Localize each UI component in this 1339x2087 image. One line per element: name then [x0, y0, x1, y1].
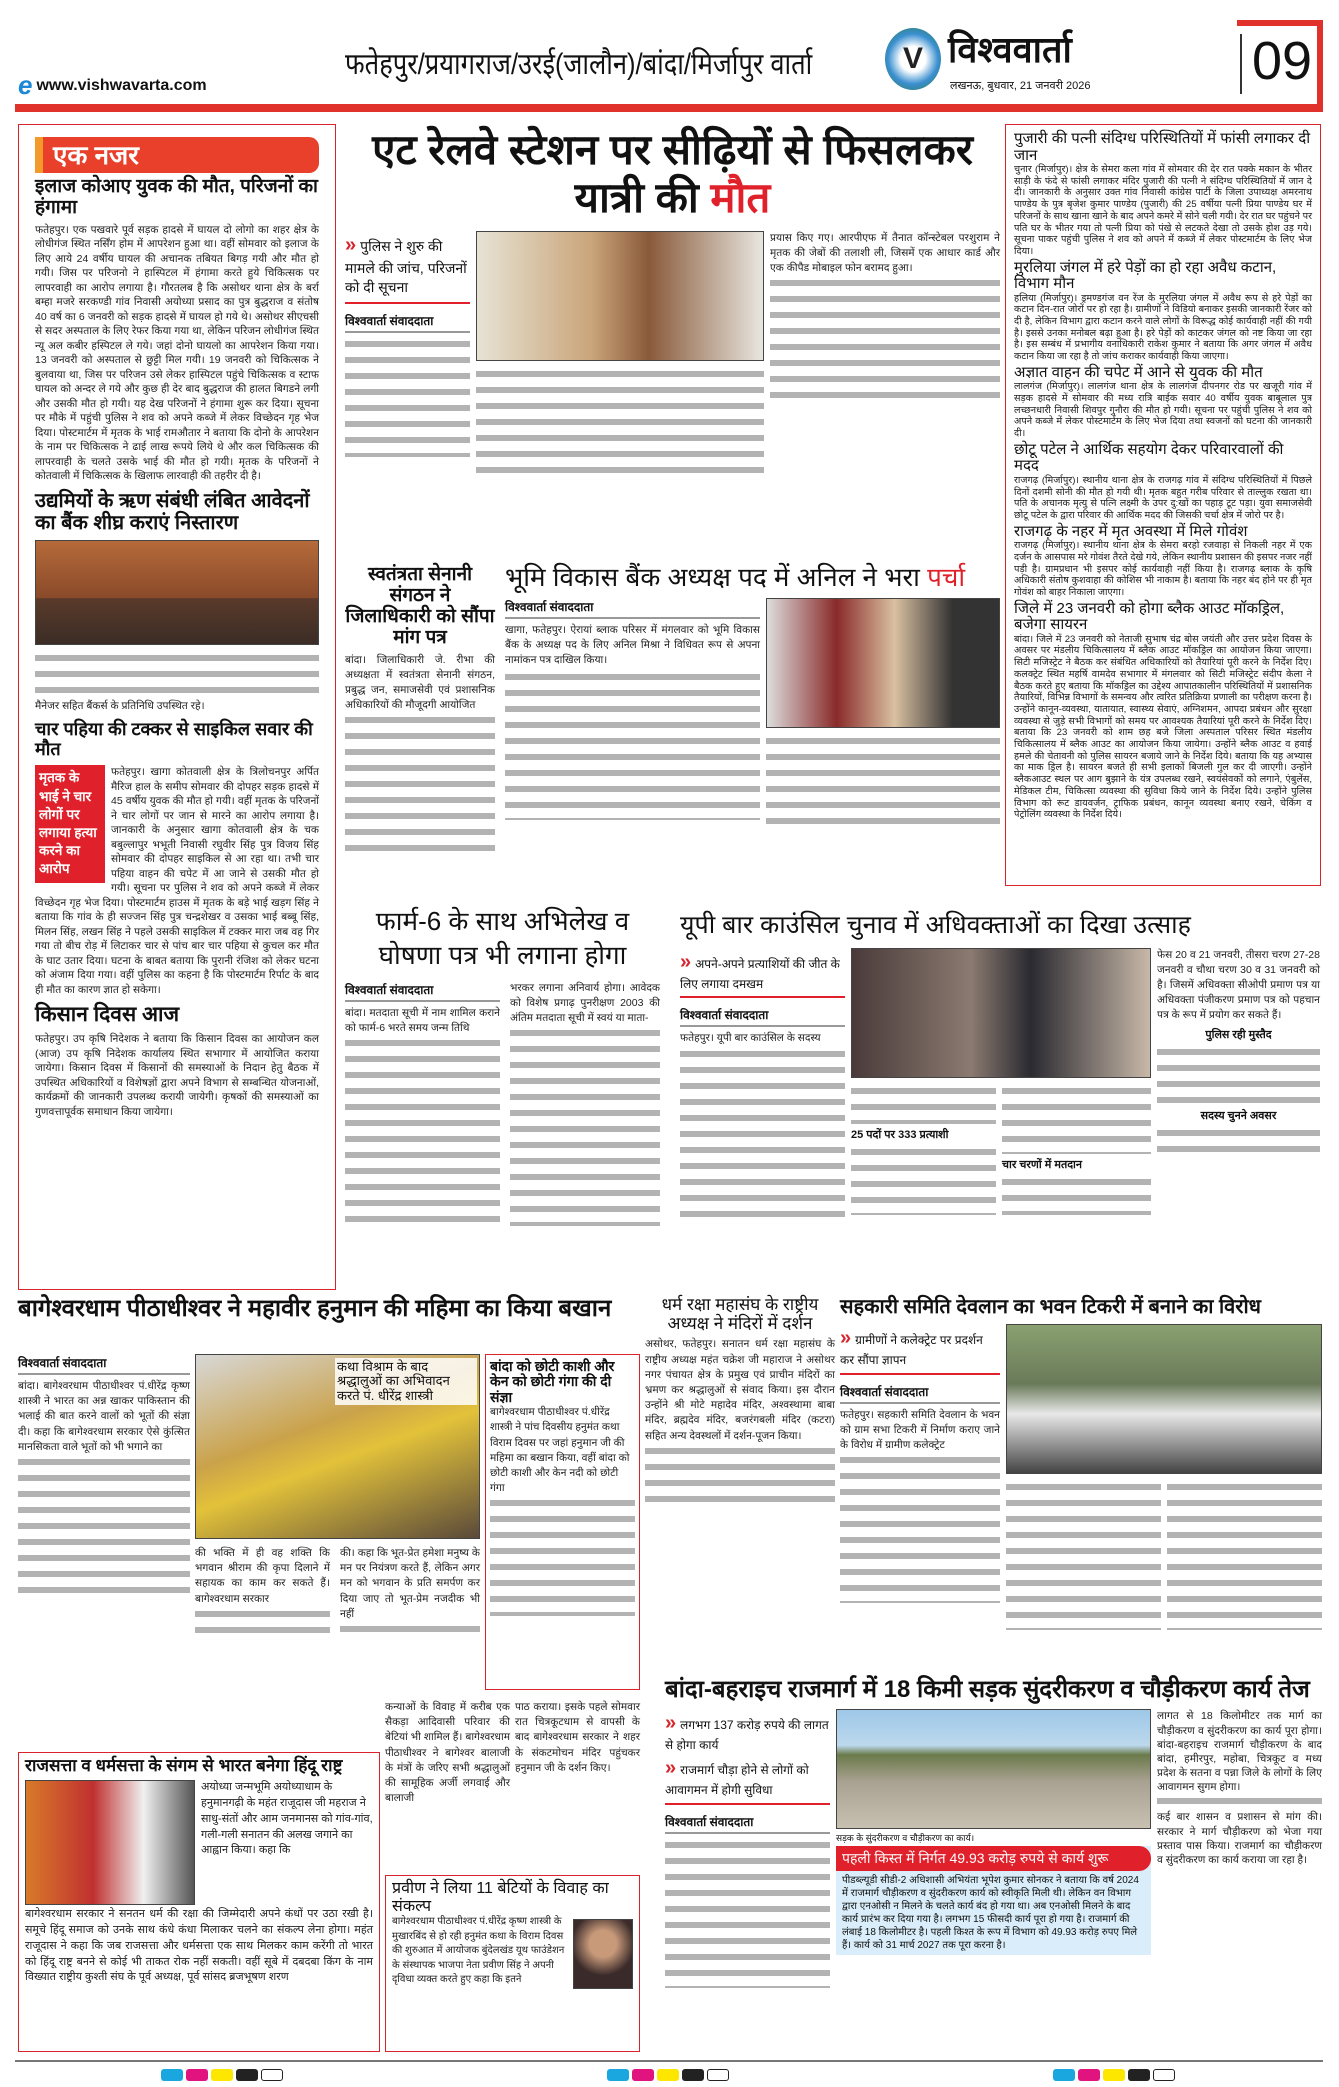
box-title: बांदा को छोटी काशी और केन को छोटी गंगा की दी संज्ञा — [490, 1358, 615, 1405]
byline: विश्ववार्ता संवाददाता — [665, 1813, 830, 1834]
article-body-text — [345, 1036, 500, 1226]
article-body: कन्याओं के विवाह में करीब एक सैकड़ा आदिवासी परिवार की बेटियां भी शामिल हैं। बागेश्वरधाम पीठाधीश्वर ने बागेश्वर बालाजी के मंत्रों के जरिए सभी श्रद्धालुओं की सामूहिक अर्जी लगवाई और बालाजी — [385, 1701, 510, 1805]
article-body: हलिया (मिर्जापुर)। ड्रमण्डगंज वन रेंज के मुरलिया जंगल में अवैध रूप से हरे पेड़ों का कटान दिन-रात जोरों पर हो रहा है। ग्रामीणों ने विडियो बनाकर इसकी जानकारी रेंजर को दी है, लेकिन विभाग द्वारा कटान करने वाले लोगों के विरूद्ध कोई कार्यवाही नहीं की गयी है। इससे उनका मनोबल बढ़ा हुआ है। हरे पेड़ों को काटकर जंगल को नष्ट किया जा रहा है। इस सम्बंध में प्रभागीय वनाधिकारी राकेश कुमार ने बताया कि अगर जंगल में अवैध कटान किया जा रहा है तो जांच कराकर कार्यवाही किया जाएगा। — [1014, 292, 1312, 363]
article-title: छोटू पटेल ने आर्थिक सहयोग देकर परिवारवालों की मदद — [1014, 440, 1284, 475]
lead-body-text — [345, 337, 470, 457]
article-title: धर्म रक्षा महासंघ के राष्ट्रीय अध्यक्ष ने मंदिरों में दर्शन — [661, 1295, 819, 1333]
article-body-text — [340, 1622, 480, 1638]
box-body-text — [490, 1496, 635, 1616]
article-title: सहकारी समिति देवलान का भवन टिकरी में बनाने का विरोध — [840, 1296, 1261, 1318]
article-body-text — [851, 1145, 996, 1215]
article-body-text — [840, 1453, 1000, 1603]
ek-nazar-label: एक नजर — [35, 137, 319, 173]
article-body: खागा, फतेहपुर। ऐरायां ब्लाक परिसर में मंगलवार को भूमि विकास बैंक के अध्यक्ष पद के लिए अनिल मिश्रा ने विधिवत रूप से अपना नामांकन पत्र दाखिल किया। — [505, 623, 760, 667]
article-title: पुजारी की पत्नी संदिग्ध परिस्थितियों में फांसी लगाकर दी जान — [1014, 130, 1311, 164]
article-body: भरकर लगाना अनिवार्य होगा। आवेदक को विशेष प्रगाढ़ पुनरीक्षण 2003 की अंतिम मतदाता सूची में स्वयं या माता- — [510, 981, 660, 1025]
subhead: सदस्य चुनने अवसर — [1200, 1109, 1277, 1122]
subhead: पुलिस रही मुस्तैद — [1205, 1028, 1272, 1041]
road-story — [665, 1677, 1322, 1988]
article-title: मुरलिया जंगल में हरे पेड़ों का हो रहा अवैध कटान, विभाग मौन — [1014, 258, 1277, 293]
article-body-text — [766, 734, 1000, 834]
article-title: बांदा-बहराइच राजमार्ग में 18 किमी सड़क सुंदरीकरण व चौड़ीकरण कार्य तेज — [665, 1676, 1310, 1703]
article-body: राजगढ़ (मिर्जापुर)। स्थानीय थाना क्षेत्र के सेमरा बरहो रजवाहा से निकली नहर में एक दर्जन के आसपास मरे गोवंश तैरते देखे गये, लेकिन स्थानीय प्रशासन की इसपर नजर नहीं पड़ी है। ग्रामप्रधान भी इसपर कोई कार्यवाही नहीं किया है। राजगढ़ ब्लाक के कृषि अधिकारी संतोष कुशवाहा की कोशिस भी नाकाम है। बताया कि नहर बंद होने पर ही मृत गोवंश को बाहर निकाला जाएगा। — [1014, 540, 1312, 598]
article-body: बांदा। जिलाधिकारी जे. रीभा की अध्यक्षता में स्वतंत्रता सेनानी संगठन, प्रबुद्ध जन, समाजसेवी एवं प्रशासनिक अधिकारियों की मौजूदगी आयोजित — [345, 653, 495, 712]
article-body-text — [645, 1444, 835, 1504]
road-bullets: » लगभग 137 करोड़ रुपये की लागत से होगा कार्य » राजमार्ग चौड़ा होने से लोगों को आवागमन में होगी सुविधा विश्ववार्ता संवाददाता — [665, 1709, 830, 1988]
browser-e-icon: e — [18, 70, 33, 100]
lead-bullet: » पुलिस ने शुरु की मामले की जांच, परिजनों को दी सूचना — [345, 233, 467, 296]
article-title: राजगढ़ के नहर में मृत अवस्था में मिले गोवंश — [1014, 522, 1248, 540]
article-body: फतेहपुर। उप कृषि निदेशक ने बताया कि किसान दिवस का आयोजन कल (आज) उप कृषि निदेशक कार्यालय स्थित सभागार में आयोजित कराया जायेगा। किसान दिवस में किसानों की समस्याओं के निदान हेतु बैठक में उपस्थित अधिकारियों व विशेषज्ञों द्वारा अपने विभाग से सम्बन्धित योजनाओं, कार्यक्रमों की जानकारी उपलब्ध करायी जायेगी। कृषकों की समस्याओं का गुणवत्तापूर्वक समाधान किया जायेगा। — [35, 1033, 319, 1118]
article-title: फार्म-6 के साथ अभिलेख व घोषणा पत्र भी लगाना होगा — [375, 906, 630, 970]
website-url[interactable]: e www.vishwavarta.com — [18, 70, 207, 100]
article-body: चुनार (मिर्जापुर)। क्षेत्र के सेमरा कला गांव में सोमवार की देर रात पक्के मकान के भीतर साड़ी के फंदे से फांसी लगाकर मंदिर पुजारी की पत्नी ने संदिग्ध परिस्थितियों में जान दे दी। जानकारी के अनुसार उक्त गांव निवासी कांग्रेस पार्टी के जिला उपाध्यक्ष अमरनाथ पाण्डेय के पुत्र बृजेश कुमार पाण्डेय (पुजारी) की 25 वर्षीया पत्नी प्रिया पाण्डेय घर में परिजनों के साथ खाना खाने के बाद अपने कमरे में सोने चली गयी। देर रात घर पहुंचने पर पति घर के भीतर गया तो पत्नी प्रिया को पंखे से लटकते देखा तो उसके होश उड़ गये। सूचना पाकर पहुंची पुलिस ने शव को अपने में कब्जे में लेकर पोस्टमार्टम के लिए भेज दिया। — [1014, 164, 1312, 257]
praveen-singh-photo — [573, 1919, 633, 1989]
sidebar-box — [485, 1354, 640, 1690]
lead-body-text — [476, 367, 764, 477]
article-body-text — [851, 1084, 996, 1124]
article-title: उद्यमियों के ऋण संबंधी लंबित आवेदनों का बैंक शीघ्र कराएं निस्तारण — [35, 489, 310, 534]
byline: विश्ववार्ता संवाददाता — [680, 1006, 845, 1027]
page-number: 09 — [1252, 31, 1313, 91]
article-body-text — [1006, 1480, 1161, 1630]
article-title: किसान दिवस आज — [35, 1003, 180, 1027]
article-body: बांदा। मतदाता सूची में नाम शामिल कराने को फार्म-6 भरते समय जन्म तिथि — [345, 1006, 500, 1034]
article-body: की भक्ति में ही वह शक्ति कि भगवान श्रीराम की कृपा दिलाने में सहायक का काम कर सकते हैं। बागेश्वरधाम सरकार — [195, 1547, 330, 1605]
villagers-protest-photo — [1006, 1324, 1322, 1474]
article-body: बागेश्वरधाम पीठाधीश्वर पं.धीरेंद्र कृष्ण शास्त्री के मुखारबिंद से हो रही हनुमंत कथा के विराम दिवस की शुरुआत में आयोजक बुंदेलखंड यूथ फाउंडेशन के संस्थापक भाजपा नेता प्रवीण सिंह ने अपनी दृविधा व्यक्त करते हुए कहा कि इतने — [392, 1916, 565, 1986]
article-title: प्रवीण ने लिया 11 बेटियों के विवाह का संकल्प — [392, 1880, 609, 1915]
edition-title: फतेहपुर/प्रयागराज/उरई(जालौन)/बांदा/मिर्जापुर वार्ता — [345, 48, 813, 81]
paper-name: विश्ववार्ता — [948, 29, 1072, 70]
article-title: बागेश्वरधाम पीठाधीश्वर ने महावीर हनुमान की महिमा का किया बखान — [18, 1295, 612, 1322]
dateline: लखनऊ, बुधवार, 21 जनवरी 2026 — [950, 80, 1091, 92]
article-title: यूपी बार काउंसिल चुनाव में अधिवक्ताओं का दिखा उत्साह — [680, 911, 1191, 939]
box-body: पीडब्ल्यूडी सीडी-2 अधिशासी अभियंता भूपेश कुमार सोनकर ने बताया कि वर्ष 2024 में राजमार्ग चौड़ीकरण व सुंदरीकरण कार्य को स्वीकृति मिली थी। लेकिन वन विभाग द्वारा एनओसी न मिलने के चलते कार्य बंद हो गया था। अब एनओसी मिलने के बाद कार्य प्रारंभ कर दिया गया है। लगभग 15 फीसदी कार्य पूरा हो गया है। राजमार्ग की लंबाई 18 किलोमीटर है। पहली किश्त के रूप में विभाग को 49.93 करोड़ रुपए मिले हैं। कार्य को 31 मार्च 2027 तक पूरा करना है। — [842, 1875, 1139, 1952]
article-body-text — [35, 651, 319, 699]
article-body-text — [1167, 1480, 1322, 1630]
article-body: फतेहपुर। यूपी बार काउंसिल के सदस्य — [680, 1032, 821, 1045]
lead-story — [345, 126, 1000, 477]
print-registration-marks — [0, 2068, 1339, 2086]
dharm-story — [645, 1296, 835, 1504]
article-body-text — [345, 713, 495, 853]
byline: विश्ववार्ता संवाददाता — [505, 598, 760, 619]
article-body-text — [665, 1838, 830, 1988]
bar-council-election-photo — [851, 948, 1151, 1078]
article-body: अयोध्या जन्मभूमि अयोध्याधाम के हनुमानगढ़ी के महंत राजूदास जी महराज ने साधु-संतों और आम जनमानस को गांव-गांव, गली-गली सनातन की अलख जगाने का आह्वान किया। कहा कि — [201, 1780, 373, 1857]
photo-caption: कथा विश्राम के बाद श्रद्धालुओं का अभिवादन करते पं. धीरेंद्र शास्त्री — [335, 1358, 477, 1405]
article-body-text — [1157, 1126, 1320, 1156]
upbar-bullet: » अपने-अपने प्रत्याशियों की जीत के लिए लगाया दमखम — [680, 950, 840, 991]
article-body: लागत से 18 किलोमीटर तक मार्ग का चौड़ीकरण व सुंदरीकरण का कार्य पूरा होगा। बांदा-बहराइच राजमार्ग चौड़ीकरण के बाद बांदा, हमीरपुर, महोबा, चित्रकूट व मध्य प्रदेश के सतना व पन्ना जिले के लोगों के लिए आवागमन सुगम होगा। — [1157, 1710, 1322, 1794]
color-registration-mark-icon — [161, 2068, 286, 2086]
article-body-text — [680, 1047, 845, 1217]
box-body: बागेश्वरधाम पीठाधीश्वर पं.धीरेंद्र शास्त्री ने पांच दिवसीय हनुमंत कथा विराम दिवस पर जहां हनुमान जी की महिमा का बखान किया, वहीं बांदा को छोटी काशी और केन नदी को छोटी गंगा — [490, 1406, 630, 1495]
color-registration-mark-icon — [607, 2068, 732, 2086]
article-body: फेस 20 व 21 जनवरी, तीसरा चरण 27-28 जनवरी व चौथा चरण 30 व 31 जनवरी को है। जिसमें अधिवक्ता सीओपी प्रमाण पत्र या अधिवक्ता पंजीकरण प्रमाण पत्र को पहचान पत्र के रूप में प्रयोग कर सकते हैं। — [1157, 948, 1320, 1022]
header-rule — [15, 104, 1323, 112]
article-body: पाठ कराया। इसके पहले सोमवार रात चित्रकूटधाम से वापसी के बाद बागेश्वरधाम सरकार ने शहर के संकटमोचन मंदिर पहुंचकर हनुमान जी के दर्शन किए। — [515, 1701, 640, 1774]
sahkari-story — [840, 1296, 1322, 1630]
upbar-story — [680, 912, 1320, 1217]
right-column — [1005, 124, 1321, 886]
lead-body-right: प्रयास किए गए। आरपीएफ में तैनात कॉन्स्टेबल परशुराम ने मृतक की जेबों की तलाशी ली, जिसमें एक आधार कार्ड और एक कीपैड मोबाइल फोन बरामद हुआ। — [770, 231, 1000, 275]
swatantrata-story — [345, 565, 495, 853]
sahkari-bullet: » ग्रामीणों ने कलेक्ट्रेट पर प्रदर्शन कर सौंपा ज्ञापन — [840, 1327, 983, 1367]
article-body-text — [510, 1026, 660, 1226]
railway-station-photo — [476, 231, 764, 361]
bhoomi-story — [505, 563, 1000, 834]
road-widening-photo — [836, 1709, 1151, 1829]
article-title: जिले में 23 जनवरी को होगा ब्लैक आउट मॉकड्रिल, बजेगा सायरन — [1014, 599, 1285, 634]
article-body-tail: मैनेजर सहित बैंकर्स के प्रतिनिधि उपस्थित रहे। — [35, 699, 205, 712]
article-title: इलाज कोआए युवक की मौत, परिजनों का हंगामा — [35, 176, 318, 218]
article-body-text — [1157, 1045, 1320, 1105]
article-body: फतेहपुर। एक पखवारे पूर्व सड़क हादसे में घायल दो लोगो का शहर क्षेत्र के लोधीगंज स्थित नर्सिंग होम में आपरेशन हुआ था। वहीं सोमवार को इलाज के लिए आये 24 वर्षीय घायल की अचानक तबियत बिगड़ गयी और मौत हो गयी। जिस पर परिजनो ने हास्पिटल में हंगामा करते हुये चिकित्सक पर लापरवाही का आरोप लगाया है। गौरतलब है कि असोथर थाना क्षेत्र के बर्रा बम्हा मजरे सरकण्डी गांव निवासी अयोध्या प्रसाद का पुत्र बुद्धराज व संतोष 40 वर्ष का 6 जनवरी को सड़क हादसे में घायल हो गये थे। असोथर सीएचसी से सदर अस्पताल के लिए रेफर किया गया था, लेकिन परिजन लोधीगंज स्थित न्यू अल कबीर हस्पिटल ले गये। जहां दोनो घायलो का आपरेशन किया गया। 13 जनवरी को अस्पताल से छुट्टी मिल गयी। 19 जनवरी को चिकित्सक ने बुलवाया था, जिस पर परिजन उसे लेकर हास्पिटल पहुंचे चिकित्सक व स्टाफ घायल को अन्दर ले गये और कुछ ही देर बाद बुद्धराज की हालत बिगडने लगी और उसकी मौत हो गयी। यह देख परिजनों ने हंगामा शुरू कर दिया। सूचना पर मौके में पहुंची पुलिस ने शव को अपने कब्जे में लेकर विच्छेदन गृह भेज दिया। पोस्टमार्टम में मृतक के भाई रामऔतार ने बताया कि दोनो के आपरेशन के नाम पर चिकित्सक ने ढाई लाख रूपये लिये थे और कल चिकित्सक की लापरवाही के चलते उसके भाई की मौत हो गयी। मृतक के परिजनों ने कोतवाली में चिकित्सक के खिलाफ लारवाही की तहरीर दी है। — [35, 223, 319, 483]
article-title: राजसत्ता व धर्मसत्ता के संगम से भारत बनेगा हिंदू राष्ट्र — [25, 1756, 343, 1775]
article-body-text — [1002, 1175, 1151, 1215]
article-body-text — [1157, 1794, 1322, 1810]
byline: विश्ववार्ता संवाददाता — [18, 1354, 190, 1375]
info-box — [836, 1846, 1151, 1955]
left-column — [18, 124, 336, 1290]
article-body: कई बार शासन व प्रशासन से मांग की। सरकार ने मार्ग चौड़ीकरण को भेजा गया प्रस्ताव पास किया। राजमार्ग का चौड़ीकरण व सुंदरीकरण का कार्य कराया जा रहा है। — [1157, 1811, 1322, 1866]
lead-body-text — [770, 276, 1000, 406]
lead-headline: एट रेलवे स्टेशन पर सीढ़ियों से फिसलकर यात्री की मौत — [372, 126, 973, 222]
article-body: बांदा। जिले में 23 जनवरी को नेताजी सुभाष चंद्र बोस जयंती और उत्तर प्रदेश दिवस के अवसर पर मंडलीय चिकित्सालय में ब्लैक आउट मॉकड्रिल का आयोजन किया जाएगा। सिटी मजिस्ट्रेट ने बैठक कर संबंधित अधिकारियों को तैयारियां पूरी करने के निर्देश दिए। कलक्ट्रेट स्थित महर्षि वामदेव सभागार में मंगलवार को सिटी मजिस्ट्रेट संदीप केला ने बैठक करते हुए बताया कि मॉकड्रिल का उद्देश्य आपातकालीन परिस्थितियों में प्रशासनिक तैयारियों, विभिन्न विभागों के समन्वय और त्वरित प्रतिक्रिया प्रणाली का परीक्षण करना है। उन्होंने कानून-व्यवस्था, यातायात, स्वास्थ्य सेवाएं, अग्निशमन, आपदा प्रबंधन और सुरक्षा व्यवस्था से जुड़े सभी विभागों को समय पर आवश्यक तैयारियां पूरी करने के निर्देश दिए। बताया कि 23 जनवरी को शाम छह बजे जिला अस्पताल परिसर स्थित मंडलीय चिकित्सालय में ब्लैक आउट का आयोजन किया जायेगा। उन्होंने ब्लैक आउट व हवाई हमले की चेतावनी को पुलिस सायरन बजाये जाने के निर्देश दिये। बताया कि यह अभ्यास का माक ड्रिल है। सायरन बजते ही सभी इलाकों बिजली गुल कर दी जाएगी। उन्होंने ब्लैकआउट स्थल पर आग बुझाने के यंत्र उपलब्ध रखने, स्वयंसेवकों को लगाने, एंबुलेंस, मेडिकल टीम, चिकित्सा व्यवस्था की सुविधा किये जाने के निर्देश दिये। उन्होंने पुलिस विभाग को रूट डायवर्जन, ट्राफिक प्रबंधन, कानून व्यवस्था बनाए रखने, चेकिंग व पेट्रोलिंग व्यवस्था के निर्देश दिये। — [1014, 633, 1312, 821]
article-body: फतेहपुर। खागा कोतवाली क्षेत्र के त्रिलोचनपुर अर्पित मैरिज हाल के समीप सोमवार की दोपहर सड़क हादसे में 45 वर्षीय युवक की मौत हो गयी। वहीं मृतक के परिजनों ने चार लोगों पर जान से मारने का आरोप लगाया है। जानकारी के अनुसार खागा कोतवाली क्षेत्र के चक बबुल्लापुर भभूती निवासी रघुवीर सिंह पुत्र विजय सिंह सोमवार की दोपहर साइकिल से आ रहा था। तभी चार पहिया वाहन की चपेट में आ जाने से उसकी मौत हो गयी। सूचना पर पुलिस ने शव को अपने कब्जे में लेकर विच्छेदन गृह भेज दिया। पोस्टमार्टम हाउस में मृतक के बड़े भाई खड़ग सिंह ने बताया कि गांव के ही सज्जन सिंह पुत्र चन्द्रशेखर व उसका भाई बब्बू सिंह, मिलन सिंह, लखन सिंह ने पहले उसकी साइकिल में टक्कर मारा जब वह गिर गया तो बीच रोड़ में लिटाकर चार से पांच बार चार पहिया से कुचल कर मौत के घाट उतार दिया। घटना के बाबत बताया कि पुरानी रंजिश को लेकर घटना को अंजाम दिया गया। वहीं पुलिस का कहना है कि पोस्टमार्टम रिर्पाट के बाद ही मौत का कारण ज्ञात हो सकेगा। — [35, 766, 319, 996]
byline: विश्ववार्ता संवाददाता — [345, 312, 470, 333]
mahant-rajudas-photo — [25, 1780, 195, 1905]
byline: विश्ववार्ता संवाददाता — [345, 981, 500, 1002]
article-body-text — [1002, 1084, 1151, 1154]
article-title: अज्ञात वाहन की चपेट में आने से युवक की मौत — [1014, 363, 1263, 381]
nomination-photo — [766, 598, 1000, 728]
photo-caption: सड़क के सुंदरीकरण व चौड़ीकरण का कार्य। — [836, 1833, 975, 1844]
article-title: भूमि विकास बैंक अध्यक्ष पद में अनिल ने भरा पर्चा — [505, 562, 966, 592]
article-title: चार पहिया की टक्कर से साइकिल सवार की मौत — [35, 718, 313, 759]
meeting-photo — [35, 540, 319, 645]
article-body: की। कहा कि भूत-प्रेत हमेशा मनुष्य के मन पर नियंत्रण करते हैं, लेकिन अगर मन को भगवान के प्रति समर्पण कर दिया जाए तो भूत-प्रेम नजदीक भी नहीं — [340, 1547, 480, 1620]
article-body: लालगंज (मिर्जापुर)। लालगंज थाना क्षेत्र के लालगंज दीपनगर रोड पर खजूरी गांव में सड़क हादसे में सोमवार की मध्य रात्रि बाईक सवार 40 वर्षीय युवक बाबूलाल पुत्र लच्छनधारी निवासी शिवपुर गुनौरा की मौत हो गयी। सूचना पर पहुंची पुलिस ने शव को अपने कब्जे में लेकर पोस्टमार्टम के लिए भेज दिया तथा स्वजनों को घटना की जानकारी दी। — [1014, 381, 1312, 440]
highlight-box: मृतक के भाई ने चार लोगों पर लगाया हत्या करने का आरोप — [35, 765, 105, 882]
vishwavarta-logo-icon: V — [885, 28, 941, 90]
praveen-box — [385, 1875, 640, 2052]
subhead: 25 पदों पर 333 प्रत्याशी — [851, 1128, 949, 1141]
article-body-text — [505, 670, 760, 820]
color-registration-mark-icon — [1053, 2068, 1178, 2086]
box-title: पहली किस्त में निर्गत 49.93 करोड़ रुपये से कार्य शुरू — [836, 1846, 1151, 1871]
article-body: बागेश्वरधाम सरकार ने सनतन धर्म की रक्षा की जिम्मेदारी अपने कंधों पर उठा रखी है। समूचे हिंदू समाज को उनके साथ कंधे कंधा मिलाकर चलने का संकल्प लेना होगा। महंत राजूदास ने कहा कि जब राजसत्ता और धर्मसत्ता एक साथ मिलकर काम करेंगी तो भारत को हिंदू राष्ट्र बनने से कोई भी ताकत रोक नहीं सकती। वहीं सूबे में दबदबा किंग के नाम विख्यात राष्ट्रीय कुश्ती संघ के पूर्व अध्यक्ष, पूर्व सांसद ब्रजभूषण शरण — [25, 1907, 373, 1984]
article-body: असोथर, फतेहपुर। सनातन धर्म रक्षा महासंघ के राष्ट्रीय अध्यक्ष महंत चक्रेश जी महाराज ने असोथर नगर पंचायत क्षेत्र के प्रमुख एवं प्राचीन मंदिरों का भ्रमण कर श्रद्धालुओं से संवाद किया। इस दौरान उन्होंने श्री मोटे महादेव मंदिर, अश्वस्थामा बाबा मंदिर, ब्रह्मदेव मंदिर, बजरंगबली मंदिर (कटरा) सहित अन्य देवस्थलों में दर्शन-पूजन किया। — [645, 1338, 835, 1442]
article-body: फतेहपुर। सहकारी समिति देवलान के भवन को ग्राम सभा टिकरी में निर्माण कराए जाने के विरोध में ग्रामीण कलेक्ट्रेट — [840, 1408, 1000, 1452]
rajsatta-box — [18, 1752, 380, 2052]
article-title: स्वतंत्रता सेनानी संगठन ने जिलाधिकारी को सौंपा मांग पत्र — [345, 564, 495, 648]
byline: विश्ववार्ता संवाददाता — [840, 1383, 1000, 1404]
subhead: चार चरणों में मतदान — [1002, 1158, 1083, 1171]
article-body-text — [18, 1455, 190, 1595]
article-body: राजगढ़ (मिर्जापुर)। स्थानीय थाना क्षेत्र के राजगढ़ गांव में संदिग्ध परिस्थितियों में पिछले दिनों दशमी सोनी की मौत हो गयी थी। मृतक बहुत गरीब परिवार से ताल्लुक रखता था। पति के अचानक मृत्यु से पत्नि लक्ष्मी के उपर दु:खों का पहाड़ टूट पड़ा। युवा समाजसेवी छोटू पटेल के द्वारा परिवार की आर्थिक मदद की जिसकी चर्चा क्षेत्र में जोरो पर है। — [1014, 474, 1312, 521]
article-body: बांदा। बागेश्वरधाम पीठाधीश्वर पं.धीरेंद्र कृष्ण शास्त्री ने भारत का अन्न खाकर पाकिस्तान की भलाई की बात करने वालों को भूतों की संज्ञा दी। कहा कि बागेश्वरधाम सरकार ऐसे कुंत्सित मानसिकता वाले भूतों को भी भगाने का — [18, 1380, 190, 1453]
form6-story — [345, 905, 660, 1226]
article-body-text — [195, 1607, 330, 1639]
